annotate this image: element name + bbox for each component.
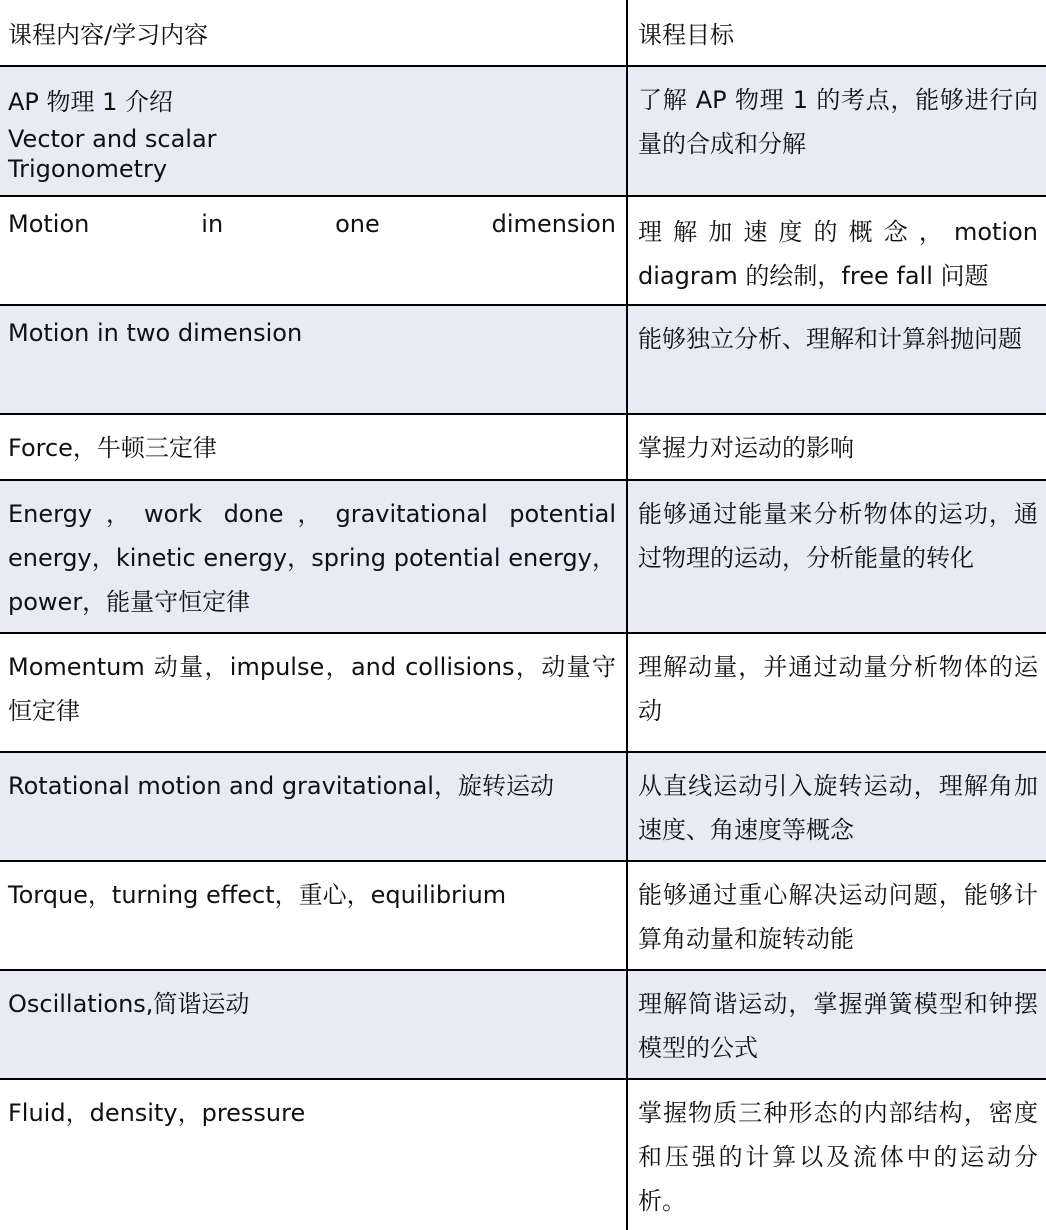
table-row bbox=[0, 752, 1046, 861]
content-line: Vector and scalar bbox=[8, 125, 217, 153]
content-word: one bbox=[335, 210, 380, 238]
content-cell bbox=[0, 414, 627, 480]
goal-text: 掌握物质三种形态的内部结构，密度和压强的计算以及流体中的运动分析。 bbox=[638, 1099, 1038, 1215]
goal-text: 理解简谐运动，掌握弹簧模型和钟摆模型的公式 bbox=[638, 990, 1038, 1062]
content-text: Energy，work done，gravitational potential energy，kinetic energy，spring potential energy，power，能量守恒定律 bbox=[8, 500, 616, 616]
table-row bbox=[0, 196, 1046, 305]
content-line: AP 物理 1 介绍 bbox=[8, 88, 174, 116]
content-cell bbox=[0, 1079, 627, 1230]
goal-cell bbox=[627, 66, 1046, 196]
goal-text: 掌握力对运动的影响 bbox=[638, 434, 854, 462]
content-text: Momentum 动量，impulse，and collisions，动量守恒定律 bbox=[8, 653, 616, 725]
goal-cell bbox=[627, 1079, 1046, 1230]
content-text: Torque，turning effect，重心，equilibrium bbox=[8, 881, 507, 909]
content-cell bbox=[0, 480, 627, 633]
content-cell bbox=[0, 66, 627, 196]
content-word: in bbox=[201, 210, 224, 238]
content-text: Rotational motion and gravitational，旋转运动 bbox=[8, 772, 554, 800]
content-line: Trigonometry bbox=[8, 155, 168, 183]
content-text: Fluid，density，pressure bbox=[8, 1099, 306, 1127]
goal-text: 能够通过重心解决运动问题，能够计算角动量和旋转动能 bbox=[638, 881, 1038, 953]
goal-text: 了解 AP 物理 1 的考点，能够进行向量的合成和分解 bbox=[638, 86, 1038, 158]
header-cell-goal bbox=[627, 0, 1046, 66]
goal-cell bbox=[627, 480, 1046, 633]
content-text: Force，牛顿三定律 bbox=[8, 434, 217, 462]
content-text: Motion in two dimension bbox=[8, 319, 303, 347]
header-content-label: 课程内容/学习内容 bbox=[8, 21, 209, 49]
goal-text: 能够独立分析、理解和计算斜抛问题 bbox=[638, 325, 1022, 353]
header-cell-content bbox=[0, 0, 627, 66]
goal-text: 理解加速度的概念，motion diagram 的绘制，free fall 问题 bbox=[638, 218, 1038, 290]
content-spread bbox=[8, 209, 616, 239]
table-row bbox=[0, 305, 1046, 414]
table-header-row bbox=[0, 0, 1046, 66]
goal-cell bbox=[627, 196, 1046, 305]
content-cell bbox=[0, 196, 627, 305]
table-row bbox=[0, 480, 1046, 633]
goal-cell bbox=[627, 861, 1046, 970]
content-word: Motion bbox=[8, 210, 90, 238]
header-goal-label: 课程目标 bbox=[638, 21, 734, 49]
table-row bbox=[0, 66, 1046, 196]
table-row bbox=[0, 414, 1046, 480]
content-text: Oscillations,简谐运动 bbox=[8, 990, 250, 1018]
content-word: dimension bbox=[491, 210, 616, 238]
content-cell bbox=[0, 970, 627, 1079]
goal-cell bbox=[627, 752, 1046, 861]
table-row bbox=[0, 861, 1046, 970]
content-cell bbox=[0, 752, 627, 861]
table-row bbox=[0, 970, 1046, 1079]
content-cell bbox=[0, 861, 627, 970]
table-row bbox=[0, 633, 1046, 752]
goal-text: 能够通过能量来分析物体的运功，通过物理的运动，分析能量的转化 bbox=[638, 500, 1038, 572]
goal-cell bbox=[627, 414, 1046, 480]
goal-cell bbox=[627, 633, 1046, 752]
goal-cell bbox=[627, 970, 1046, 1079]
content-cell bbox=[0, 633, 627, 752]
table-row bbox=[0, 1079, 1046, 1230]
goal-text: 理解动量，并通过动量分析物体的运动 bbox=[638, 653, 1038, 725]
goal-text: 从直线运动引入旋转运动，理解角加速度、角速度等概念 bbox=[638, 772, 1038, 844]
goal-cell bbox=[627, 305, 1046, 414]
content-cell bbox=[0, 305, 627, 414]
